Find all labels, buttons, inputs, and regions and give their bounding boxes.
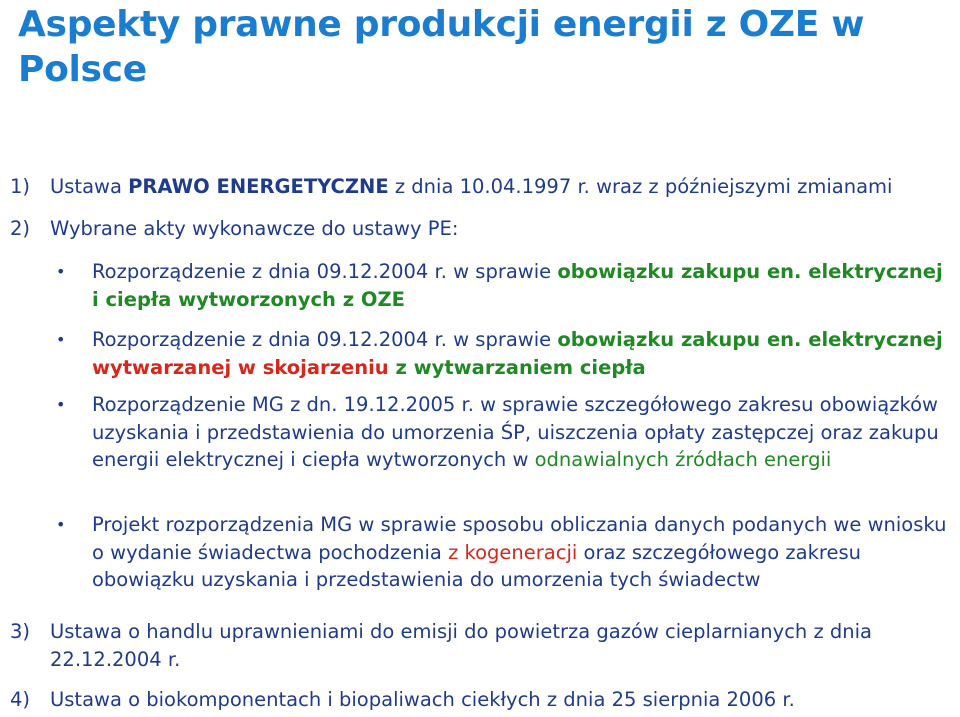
bullet-dot: • [56, 330, 66, 349]
bullet-text: Rozporządzenie z dnia 09.12.2004 r. w sprawie obowiązku zakupu en. elektrycznej wytwarzanej w skojarzeniu z wytwarzaniem ciepła [92, 328, 943, 379]
bullet-dot: • [56, 395, 66, 414]
item-number: 4) [10, 688, 31, 711]
item-text: Wybrane akty wykonawcze do ustawy PE: [50, 217, 459, 240]
bullet-dot: • [56, 515, 66, 534]
item-text: Ustawa PRAWO ENERGETYCZNE z dnia 10.04.1997 r. wraz z późniejszymi zmianami [50, 175, 893, 198]
bullet-dot: • [56, 262, 66, 281]
bullet-text: Rozporządzenie MG z dn. 19.12.2005 r. w sprawie szczegółowego zakresu obowiązków uzyskania i przedstawienia do umorzenia ŚP, uiszczenia opłaty zastępczej oraz zakupu energii elektrycznej i ciepła wytworzonych w odnawialnych źródłach energii [92, 393, 939, 471]
bullet-text: Rozporządzenie z dnia 09.12.2004 r. w sprawie obowiązku zakupu en. elektrycznej i ciepła wytworzonych z OZE [92, 260, 943, 311]
item-number: 2) [10, 217, 31, 240]
bullet-text: Projekt rozporządzenia MG w sprawie sposobu obliczania danych podanych we wniosku o wydanie świadectwa pochodzenia z kogeneracji oraz szczegółowego zakresu obowiązku uzyskania i przedstawienia do umorzenia tych świadectw [92, 513, 947, 591]
slide-title: Aspekty prawne produkcji energii z OZE w Polsce [18, 4, 865, 90]
item-number: 1) [10, 175, 31, 198]
item-text: Ustawa o handlu uprawnieniami do emisji do powietrza gazów cieplarnianych z dnia 22.12.2004 r. [50, 620, 873, 671]
item-number: 3) [10, 620, 31, 643]
item-text: Ustawa o biokomponentach i biopaliwach ciekłych z dnia 25 sierpnia 2006 r. [50, 688, 795, 711]
